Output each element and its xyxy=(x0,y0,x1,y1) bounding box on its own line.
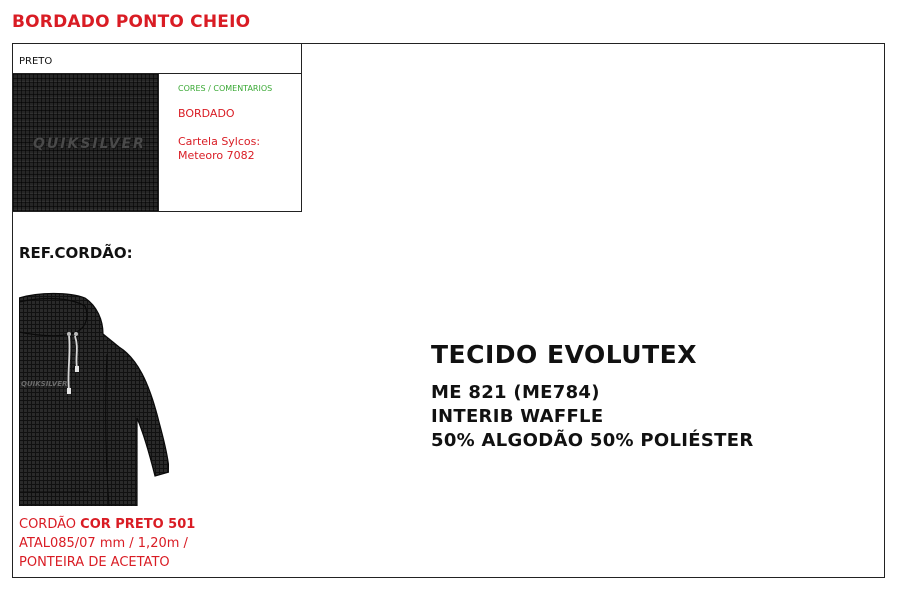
drawcord-prefix: CORDÃO xyxy=(19,517,81,532)
thread-chart-code: Meteoro 7082 xyxy=(178,149,255,162)
embroidered-logo: QUIKSILVER xyxy=(33,136,146,152)
fabric-title: TECIDO EVOLUTEX xyxy=(431,340,697,369)
hoodie-illustration xyxy=(19,292,169,506)
fabric-weave: INTERIB WAFFLE xyxy=(431,406,604,427)
drawcord-size: ATAL085/07 mm / 1,20m / xyxy=(19,536,188,551)
swatch-comments xyxy=(178,84,298,163)
color-swatch-card xyxy=(12,43,302,212)
hoodie-logo: QUIKSILVER xyxy=(21,380,68,388)
fabric-spec xyxy=(431,340,753,453)
drawcord-color: COR PRETO 501 xyxy=(80,517,196,532)
drawcord-color-line xyxy=(19,515,195,534)
thread-chart-label: Cartela Sylcos: xyxy=(178,135,261,148)
technique-label: BORDADO xyxy=(178,107,235,120)
drawcord-ref-label: REF.CORDÃO: xyxy=(19,244,133,262)
comments-label: CORES / COMENTARIOS xyxy=(178,84,273,93)
fabric-composition: 50% ALGODÃO 50% POLIÉSTER xyxy=(431,430,754,451)
drawcord-tip: PONTEIRA DE ACETATO xyxy=(19,555,170,570)
page-heading: BORDADO PONTO CHEIO xyxy=(12,12,251,32)
fabric-swatch-image xyxy=(13,74,159,211)
swatch-color-name: PRETO xyxy=(13,44,301,74)
drawcord-spec xyxy=(19,515,195,572)
fabric-code: ME 821 (ME784) xyxy=(431,382,600,403)
